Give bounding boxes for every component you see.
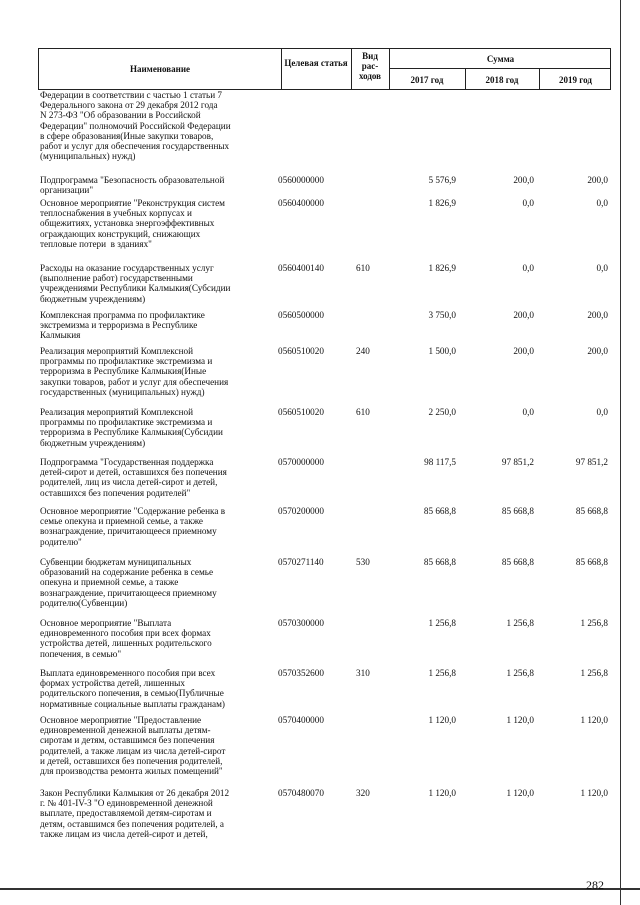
row-sum-2019: 200,0	[587, 175, 608, 185]
row-name: Выплата единовременного пособия при всех формах устройства детей, лишенных родительского попечения, в семью(Публичные нормативные социальные выплаты гражданам)	[40, 668, 225, 709]
page-bottom-line	[0, 888, 640, 890]
row-target-code: 0570400000	[278, 715, 324, 725]
row-sum-2017: 85 668,8	[423, 506, 456, 516]
row-sum-2019: 200,0	[587, 346, 608, 356]
row-target-code: 0560510020	[278, 407, 324, 417]
row-target-code: 0560500000	[278, 310, 324, 320]
row-name: Субвенции бюджетам муниципальных образований на содержание ребенка в семье опекуна и приемной семье, а также вознаграждение, причитающееся приемному родителю(Субвенции)	[40, 557, 217, 608]
row-target-code: 0560000000	[278, 175, 324, 185]
row-target-code: 0560510020	[278, 346, 324, 356]
row-sum-2018: 85 668,8	[501, 506, 534, 516]
row-sum-2017: 1 826,9	[428, 198, 456, 208]
row-target-code: 0570271140	[278, 557, 324, 567]
row-sum-2018: 1 120,0	[506, 788, 534, 798]
row-target-code: 0570300000	[278, 618, 324, 628]
row-name: Комплексная программа по профилактике экстремизма и терроризма в Республике Калмыкия	[40, 310, 205, 341]
row-name: Реализация мероприятий Комплексной программы по профилактике экстремизма и терроризма в Республике Калмыкия(Субсидии бюджетным учреждениям)	[40, 407, 223, 448]
page-number: 282	[586, 878, 604, 892]
row-sum-2019: 85 668,8	[575, 506, 608, 516]
row-name: Федерации в соответствии с частью 1 статьи 7 Федерального закона от 29 декабря 2012 года N 273-ФЗ "Об образовании в Российской Федерации" полномочий Российской Федерации в сфере образования(Иные закупки товаров, работ и услуг для обеспечения государственных (муниципальных) нужд)	[40, 90, 231, 162]
header-target: Целевая статья	[284, 58, 348, 68]
header-year-2017: 2017 год	[410, 75, 444, 85]
row-target-code: 0570352600	[278, 668, 324, 678]
row-target-code: 0570480070	[278, 788, 324, 798]
page-edge-line	[620, 0, 621, 905]
row-expense-type: 240	[356, 346, 370, 356]
row-sum-2019: 0,0	[596, 407, 608, 417]
row-expense-type: 530	[356, 557, 370, 567]
row-target-code: 0570000000	[278, 457, 324, 467]
row-sum-2018: 1 256,8	[506, 668, 534, 678]
row-expense-type: 320	[356, 788, 370, 798]
row-sum-2017: 5 576,9	[428, 175, 456, 185]
row-sum-2017: 1 120,0	[428, 788, 456, 798]
row-sum-2018: 200,0	[513, 346, 534, 356]
row-sum-2017: 1 256,8	[428, 668, 456, 678]
row-expense-type: 610	[356, 407, 370, 417]
row-name: Подпрограмма "Государственная поддержка детей-сирот и детей, оставшихся без попечения родителей, лиц из числа детей-сирот и детей, оставшихся без попечения родителей"	[40, 457, 227, 498]
row-sum-2018: 0,0	[522, 263, 534, 273]
row-name: Основное мероприятие "Содержание ребенка в семье опекуна и приемной семье, а также вознаграждение, причитающееся приемному родителю"	[40, 506, 226, 547]
row-name: Основное мероприятие "Предоставление единовременной денежной выплаты детям- сиротам и детям, оставшимся без попечения родителей, а также лицам из числа детей-сирот и детей, оставшихся без попечения родителей, для производства ремонта жилых помещений"	[40, 715, 226, 777]
row-sum-2017: 1 120,0	[428, 715, 456, 725]
row-sum-2018: 85 668,8	[501, 557, 534, 567]
row-target-code: 0570200000	[278, 506, 324, 516]
row-sum-2017: 1 256,8	[428, 618, 456, 628]
header-type-line: Вид	[362, 51, 378, 61]
row-sum-2018: 200,0	[513, 175, 534, 185]
row-sum-2019: 1 120,0	[580, 788, 608, 798]
header-name: Наименование	[130, 64, 190, 74]
row-sum-2018: 200,0	[513, 310, 534, 320]
row-sum-2017: 3 750,0	[428, 310, 456, 320]
row-expense-type: 610	[356, 263, 370, 273]
row-sum-2018: 1 256,8	[506, 618, 534, 628]
row-sum-2019: 200,0	[587, 310, 608, 320]
row-target-code: 0560400000	[278, 198, 324, 208]
row-sum-2017: 2 250,0	[428, 407, 456, 417]
row-sum-2018: 1 120,0	[506, 715, 534, 725]
row-sum-2017: 85 668,8	[423, 557, 456, 567]
row-sum-2019: 85 668,8	[575, 557, 608, 567]
row-sum-2018: 0,0	[522, 407, 534, 417]
table-header	[38, 48, 611, 90]
row-sum-2019: 1 120,0	[580, 715, 608, 725]
header-type	[351, 51, 389, 81]
row-sum-2018: 97 851,2	[501, 457, 534, 467]
row-sum-2017: 1 826,9	[428, 263, 456, 273]
row-sum-2019: 0,0	[596, 198, 608, 208]
row-sum-2017: 1 500,0	[428, 346, 456, 356]
header-type-line: ходов	[358, 71, 382, 81]
row-sum-2019: 97 851,2	[575, 457, 608, 467]
row-sum-2019: 0,0	[596, 263, 608, 273]
row-name: Реализация мероприятий Комплексной программы по профилактике экстремизма и терроризма в Республике Калмыкия(Иные закупки товаров, работ и услуг для обеспечения государственных (муниципальных) нужд)	[40, 346, 229, 397]
row-target-code: 0560400140	[278, 263, 324, 273]
row-name: Расходы на оказание государственных услуг (выполнение работ) государственными учреждениями Республики Калмыкия(Субсидии бюджетным учреждениям)	[40, 263, 231, 304]
header-type-line: рас-	[361, 61, 379, 71]
row-sum-2018: 0,0	[522, 198, 534, 208]
row-sum-2019: 1 256,8	[580, 668, 608, 678]
header-divider	[281, 49, 282, 89]
row-expense-type: 310	[356, 668, 370, 678]
row-name: Основное мероприятие "Выплата единовременного пособия при всех формах устройства детей, лишенных родительского попечения, в семью"	[40, 618, 212, 659]
header-sum: Сумма	[486, 54, 515, 64]
row-name: Основное мероприятие "Реконструкция систем теплоснабжения в учебных корпусах и общежитиях, установка энергоэффективных ограждающих конструкций, снижающих тепловые потери в зданиях"	[40, 198, 225, 249]
header-year-2018: 2018 год	[485, 75, 519, 85]
header-sum-divider	[389, 68, 610, 69]
row-sum-2019: 1 256,8	[580, 618, 608, 628]
row-name: Закон Республики Калмыкия от 26 декабря 2012 г. № 401-IV-З "О единовременной денежной выплате, предоставляемой детям-сиротам и детям, оставшимся без попечения родителей, а также лицам из числа детей-сирот и детей,	[40, 788, 230, 839]
header-year-2019: 2019 год	[559, 75, 592, 85]
row-sum-2017: 98 117,5	[424, 457, 456, 467]
row-name: Подпрограмма "Безопасность образовательной организации"	[40, 175, 225, 196]
